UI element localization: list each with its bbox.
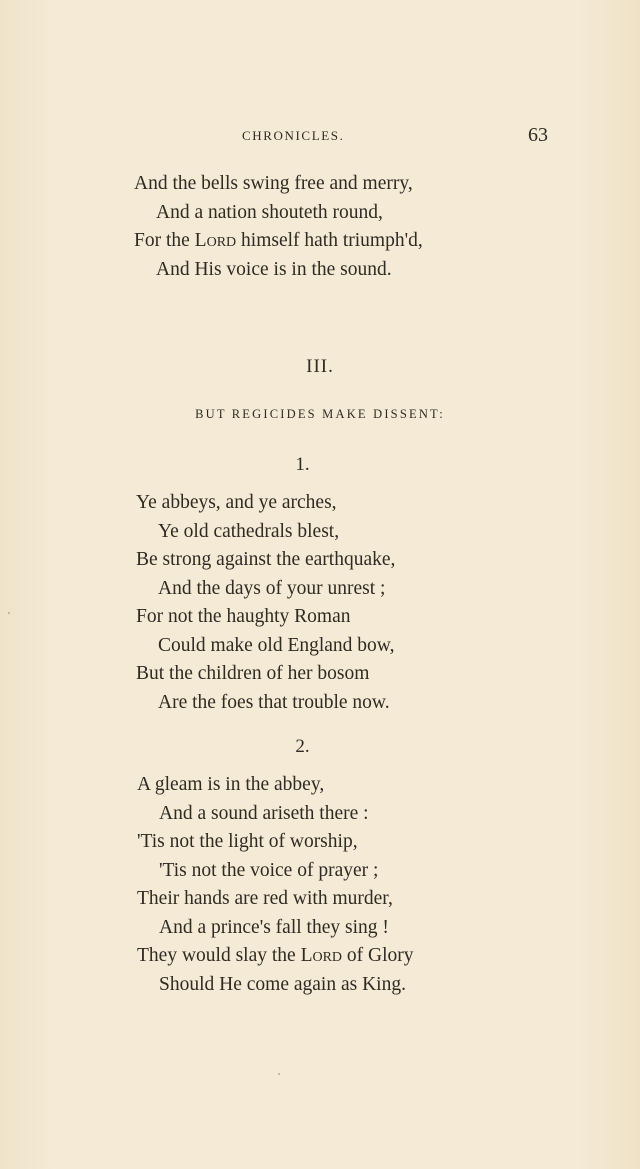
verse-line: Ye old cathedrals blest, [158,520,340,542]
paper-speck [8,612,10,614]
verse-line: And the bells swing free and merry, [134,173,413,194]
paper-speck [278,1073,280,1075]
verse-line: Could make old England bow, [158,634,395,656]
verse-line-text: For the [134,230,195,251]
page-number: 63 [528,124,548,146]
stanza-continued [134,170,640,284]
verse-line: Should He come again as King. [159,973,406,995]
verse-line: Their hands are red with murder, [137,888,393,909]
verse-line-text: himself hath triumph'd, [236,230,423,251]
verse-line: And a prince's fall they sing ! [159,916,389,938]
section-caption: BUT REGICIDES MAKE DISSENT: [195,407,445,421]
verse-line: And the days of your unrest ; [158,577,386,599]
verse-line: And His voice is in the sound. [156,258,392,280]
verse-line [134,227,640,256]
verse-line-text: of Glory [342,945,414,966]
verse-line: Are the foes that trouble now. [158,691,390,713]
running-title: CHRONICLES. [242,128,345,143]
small-caps-word: Lord [194,230,237,251]
section-numeral: III. [306,356,334,377]
verse-line: And a sound ariseth there : [159,802,369,824]
stanza-part-2 [137,771,640,999]
verse-line: 'Tis not the voice of prayer ; [159,859,379,881]
running-head [0,126,640,150]
verse-line: Ye abbeys, and ye arches, [136,492,337,513]
verse-line: A gleam is in the abbey, [137,774,325,795]
stanza-part-1 [136,489,640,717]
part-numeral: 1. [295,454,310,475]
small-caps-word: Lord [300,945,343,966]
verse-line-text: They would slay the [137,945,301,966]
verse-line: But the children of her bosom [136,663,370,684]
verse-line: For not the haughty Roman [136,606,351,627]
verse-line: And a nation shouteth round, [156,201,383,223]
verse-line: Be strong against the earthquake, [136,549,396,570]
verse-line [137,942,640,971]
part-numeral: 2. [295,736,310,757]
verse-line: 'Tis not the light of worship, [137,831,358,852]
